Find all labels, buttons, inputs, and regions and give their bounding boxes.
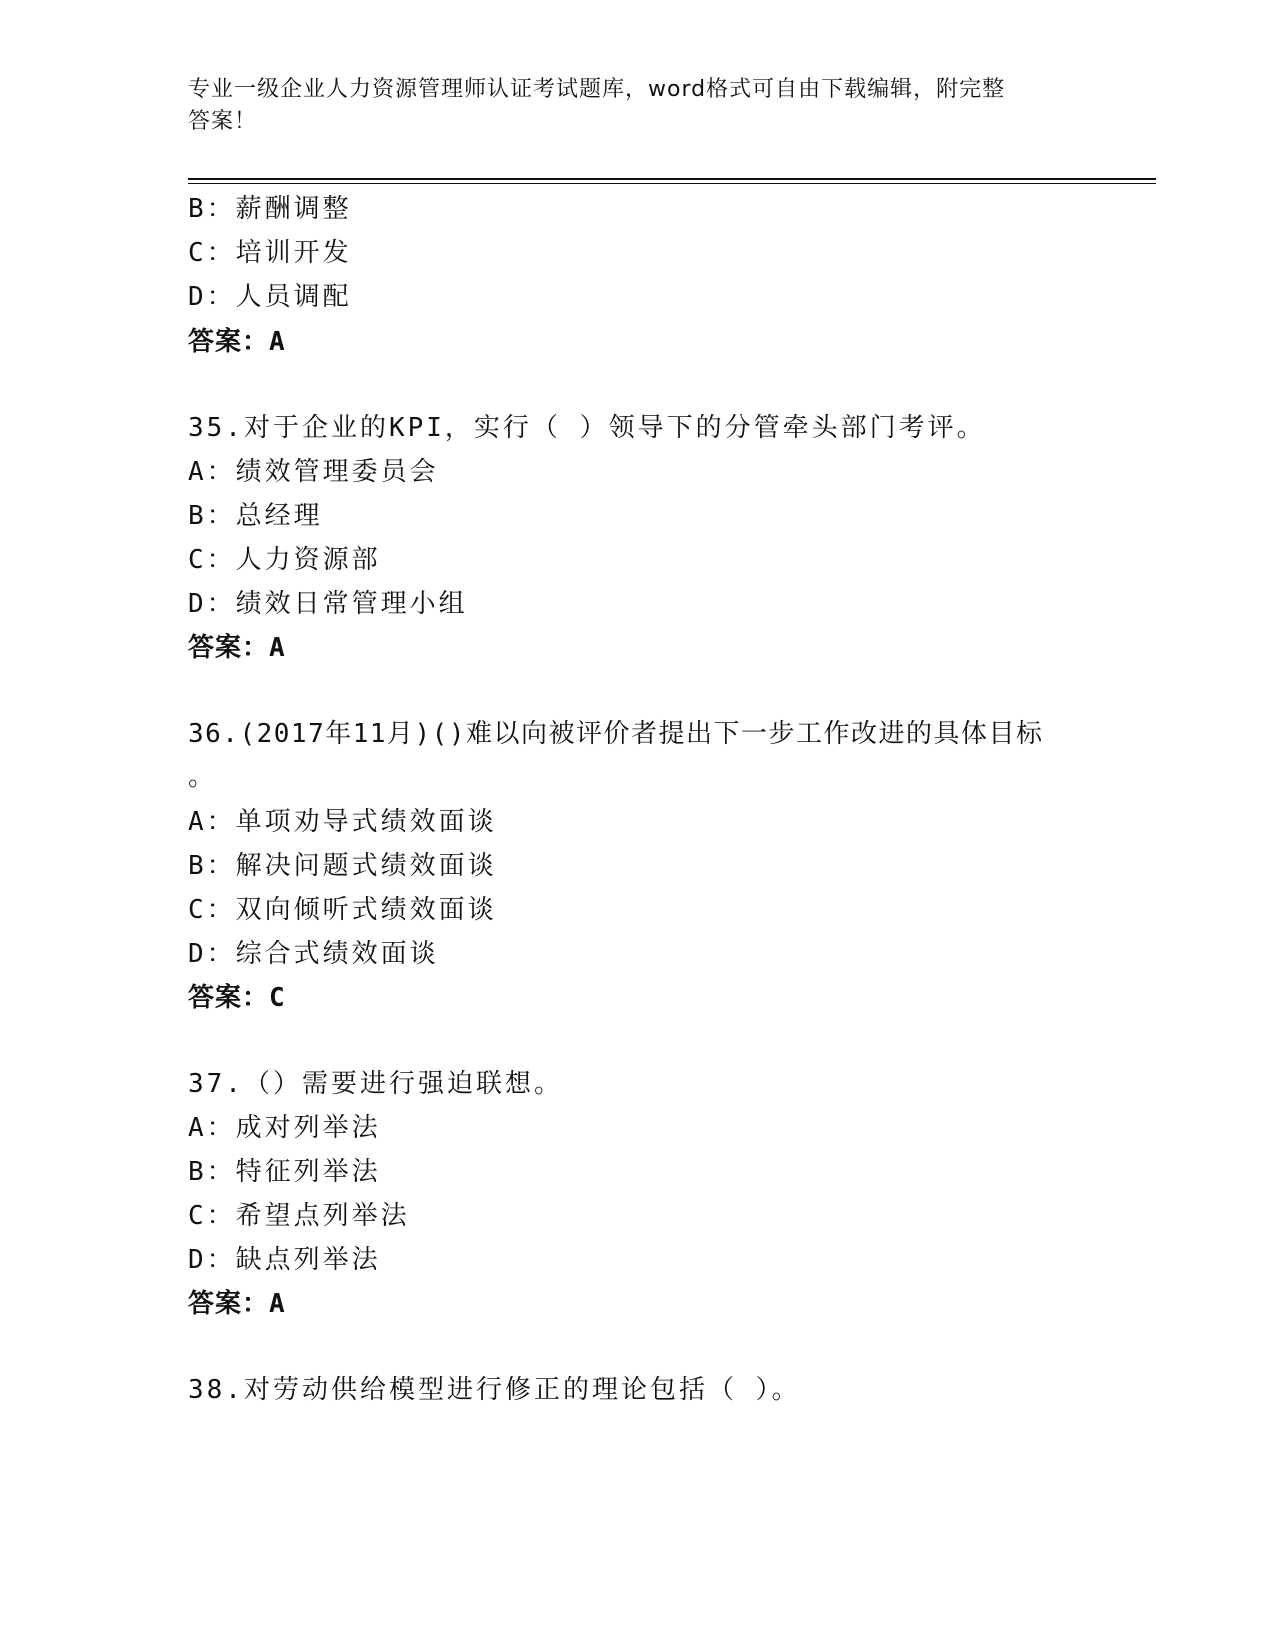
answer-value: A [269, 327, 286, 357]
answer-label: 答案： [188, 1289, 270, 1319]
q37-question: 37.（）需要进行强迫联想。 [188, 1069, 563, 1099]
header-line-2: 答案！ [188, 109, 258, 134]
q34-option-d: D：人员调配 [188, 282, 352, 312]
q34-option-b: B：薪酬调整 [188, 194, 352, 224]
q34-answer [188, 325, 286, 359]
q37-option-c: C：希望点列举法 [188, 1201, 410, 1231]
answer-label: 答案： [188, 327, 270, 357]
document-header [188, 74, 1088, 138]
answer-label: 答案： [188, 633, 270, 663]
q38-question: 38.对劳动供给模型进行修正的理论包括（ ）。 [188, 1375, 801, 1405]
q35-option-a: A：绩效管理委员会 [188, 457, 439, 487]
q37-option-a: A：成对列举法 [188, 1113, 381, 1143]
q36-question-cont: 。 [188, 762, 218, 792]
answer-value: C [269, 983, 286, 1013]
q35-option-d: D：绩效日常管理小组 [188, 589, 468, 619]
q36-answer [188, 981, 286, 1015]
answer-label: 答案： [188, 983, 270, 1013]
q37-option-d: D：缺点列举法 [188, 1245, 381, 1275]
q35-option-c: C：人力资源部 [188, 545, 381, 575]
q36-option-b: B：解决问题式绩效面谈 [188, 851, 497, 881]
q37-option-b: B：特征列举法 [188, 1157, 381, 1187]
answer-value: A [269, 633, 286, 663]
header-rule-thin [188, 183, 1156, 184]
q35-option-b: B：总经理 [188, 501, 323, 531]
q36-option-c: C：双向倾听式绩效面谈 [188, 895, 497, 925]
q34-option-c: C：培训开发 [188, 238, 352, 268]
q36-option-d: D：综合式绩效面谈 [188, 939, 439, 969]
header-line-1: 专业一级企业人力资源管理师认证考试题库，word格式可自由下载编辑，附完整 [188, 77, 1006, 102]
q35-question: 35.对于企业的KPI，实行（ ）领导下的分管牵头部门考评。 [188, 413, 986, 443]
q36-option-a: A：单项劝导式绩效面谈 [188, 807, 497, 837]
q37-answer [188, 1287, 286, 1321]
q35-answer [188, 631, 286, 665]
answer-value: A [269, 1289, 286, 1319]
header-rule-thick [188, 178, 1156, 180]
q36-question: 36.(2017年11月)()难以向被评价者提出下一步工作改进的具体目标 [188, 719, 1044, 749]
